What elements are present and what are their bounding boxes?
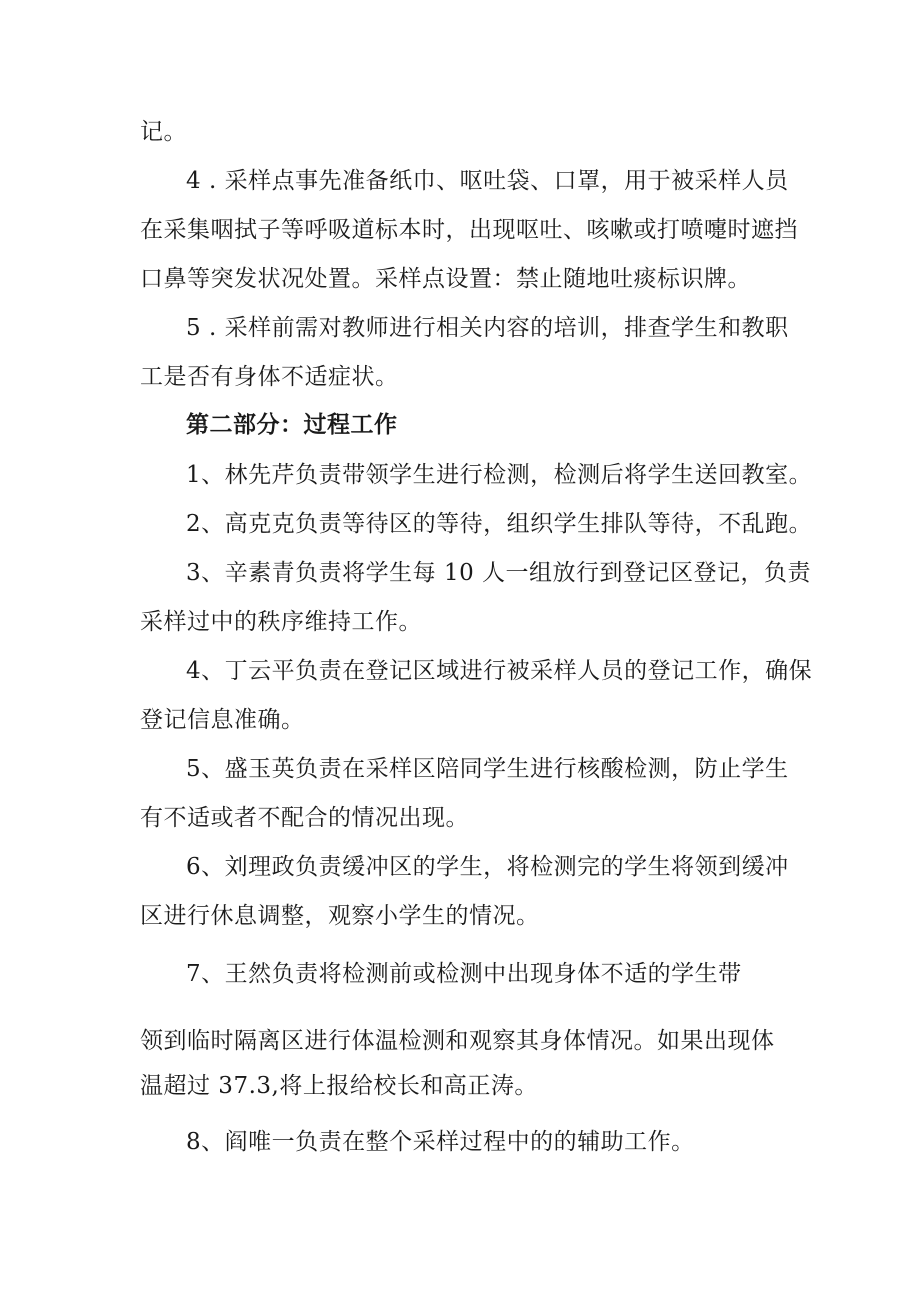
paragraph-line: 采样过中的秩序维持工作。 bbox=[140, 609, 422, 635]
section-heading: 第二部分：过程工作 bbox=[186, 412, 398, 438]
paragraph-line: 5、盛玉英负责在采样区陪同学生进行核酸检测，防止学生 bbox=[186, 756, 789, 782]
paragraph-line: 在采集咽拭子等呼吸道标本时，出现呕吐、咳嗽或打喷嚏时遮挡 bbox=[140, 217, 798, 243]
paragraph-line: 工是否有身体不适症状。 bbox=[140, 364, 399, 390]
paragraph-line: 区进行休息调整，观察小学生的情况。 bbox=[140, 903, 540, 929]
paragraph-line: 1、林先芹负责带领学生进行检测，检测后将学生送回教室。 bbox=[186, 462, 813, 488]
paragraph-line: 记。 bbox=[140, 119, 187, 145]
paragraph-line: 登记信息准确。 bbox=[140, 707, 305, 733]
paragraph-line: 5 . 采样前需对教师进行相关内容的培训，排查学生和教职 bbox=[186, 315, 789, 341]
paragraph-line: 领到临时隔离区进行体温检测和观察其身体情况。如果出现体 bbox=[140, 1028, 775, 1054]
paragraph-line: 6、刘理政负责缓冲区的学生，将检测完的学生将领到缓冲 bbox=[186, 854, 789, 880]
paragraph-line: 2、高克克负责等待区的等待，组织学生排队等待，不乱跑。 bbox=[186, 511, 813, 537]
paragraph-line: 有不适或者不配合的情况出现。 bbox=[140, 805, 469, 831]
paragraph-line: 4、丁云平负责在登记区域进行被采样人员的登记工作，确保 bbox=[186, 658, 813, 684]
paragraph-line: 温超过 37.3,将上报给校长和高正涛。 bbox=[140, 1073, 538, 1099]
paragraph-line: 8、阎唯一负责在整个采样过程中的的辅助工作。 bbox=[186, 1129, 695, 1155]
paragraph-line: 4 . 采样点事先准备纸巾、呕吐袋、口罩，用于被采样人员 bbox=[186, 168, 789, 194]
paragraph-line: 3、辛素青负责将学生每 10 人一组放行到登记区登记，负责 bbox=[186, 560, 812, 586]
paragraph-line: 7、王然负责将检测前或检测中出现身体不适的学生带 bbox=[186, 961, 742, 987]
paragraph-line: 口鼻等突发状况处置。采样点设置：禁止随地吐痰标识牌。 bbox=[140, 266, 751, 292]
